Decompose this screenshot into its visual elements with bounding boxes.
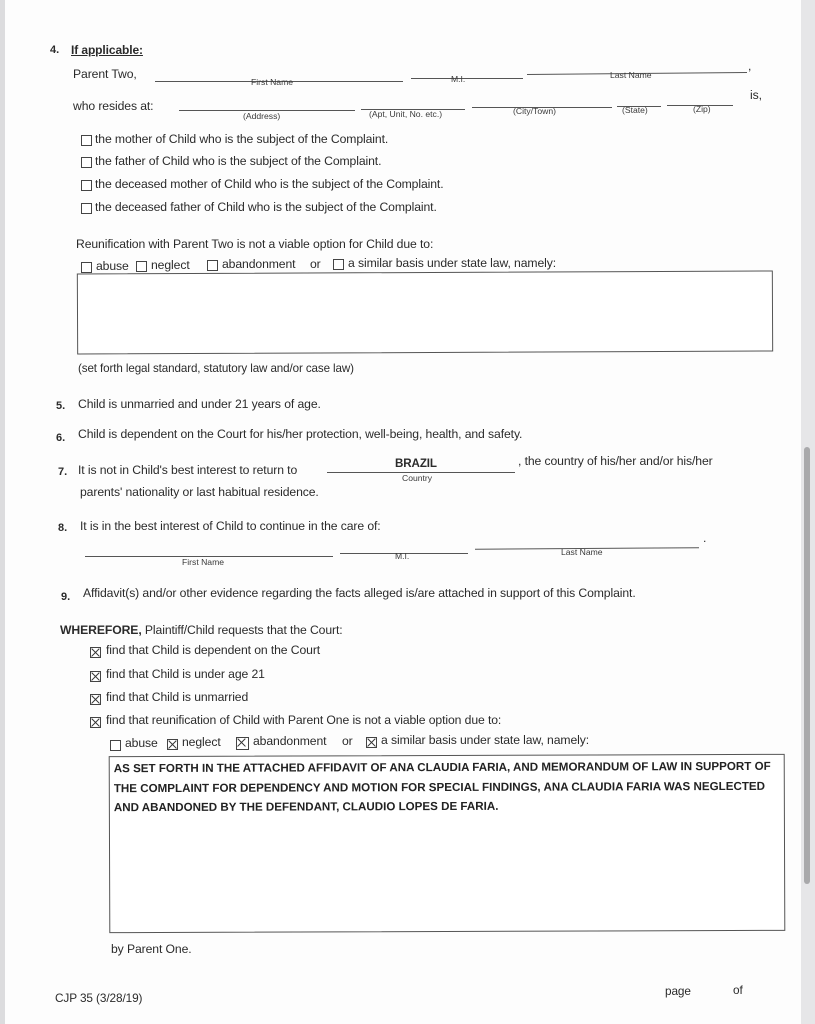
abuse-label: abuse (96, 259, 129, 273)
parent-two-mi-field[interactable] (411, 78, 523, 79)
section-8-number: 8. (58, 522, 68, 534)
wherefore-rest: Plaintiff/Child requests that the Court: (144, 623, 343, 637)
father-checkbox[interactable] (81, 157, 92, 168)
country-value: BRAZIL (395, 457, 437, 470)
section-9-number: 9. (61, 591, 71, 603)
wherefore-lead (60, 623, 343, 637)
care-first-name-caption: First Name (182, 557, 225, 567)
comma: , (748, 59, 752, 73)
grounds-text-box[interactable] (77, 270, 773, 354)
grounds-text (78, 271, 772, 278)
p1-abandonment-checkbox[interactable] (236, 737, 249, 750)
abandonment-label: abandonment (222, 257, 296, 271)
first-name-caption: First Name (251, 77, 294, 87)
abandonment-checkbox[interactable] (207, 260, 218, 271)
section-7-text-after: , the country of his/her and/or his/her (518, 454, 713, 468)
request-unmarried-checkbox[interactable] (90, 694, 101, 705)
state-caption: (State) (622, 105, 648, 115)
reunification-label: Reunification with Parent Two is not a viable option for Child due to: (76, 237, 434, 251)
section-5-text: Child is unmarried and under 21 years of age. (78, 397, 321, 411)
request-dependent-label: find that Child is dependent on the Court (106, 643, 321, 657)
by-parent-one: by Parent One. (111, 942, 192, 956)
resides-label: who resides at: (73, 99, 154, 113)
section-8-period: . (703, 531, 707, 545)
last-name-caption: Last Name (610, 70, 652, 80)
p1-grounds-text: AS SET FORTH IN THE ATTACHED AFFIDAVIT OF ANA CLAUDIA FARIA, AND MEMORANDUM OF LAW IN SUPPORT OF THE COMPLAINT FOR DEPENDENCY AND MOTION FOR SPECIAL FINDINGS, ANA CLAUDIA FARIA WAS NEGLECTED AND ABANDONED BY THE DEFENDANT, CLAUDIO LOPES DE FARIA. (113, 759, 771, 815)
p1-similar-basis-checkbox[interactable] (366, 737, 377, 748)
abuse-checkbox[interactable] (81, 262, 92, 273)
form-id: CJP 35 (3/28/19) (55, 991, 143, 1005)
care-last-name-caption: Last Name (561, 547, 603, 557)
section-7-text-before: It is not in Child's best interest to return to (78, 463, 298, 477)
p1-neglect-checkbox[interactable] (167, 739, 178, 750)
p1-abandonment-label: abandonment (253, 734, 327, 748)
is-label: is, (750, 88, 762, 102)
mi-caption: M.I. (451, 74, 466, 84)
p1-or-label: or (342, 734, 353, 748)
country-caption: Country (402, 473, 433, 483)
section-4-number: 4. (50, 44, 60, 56)
of-label: of (733, 983, 743, 997)
mother-option-label: the mother of Child who is the subject of the Complaint. (95, 132, 389, 146)
legal-standard-note: (set forth legal standard, statutory law and/or case law) (78, 362, 354, 375)
section-5-number: 5. (56, 400, 66, 412)
apt-caption: (Apt, Unit, No. etc.) (369, 109, 443, 119)
address-caption: (Address) (243, 111, 281, 121)
section-9-text: Affidavit(s) and/or other evidence regarding the facts alleged is/are attached in support of this Complaint. (83, 586, 636, 600)
p1-abuse-checkbox[interactable] (110, 740, 121, 751)
neglect-checkbox[interactable] (136, 261, 147, 272)
request-unmarried-label: find that Child is unmarried (106, 690, 249, 704)
section-6-text: Child is dependent on the Court for his/her protection, well-being, health, and safety. (78, 427, 523, 441)
request-dependent-checkbox[interactable] (90, 647, 101, 658)
p1-abuse-label: abuse (125, 736, 158, 750)
section-7-number: 7. (58, 466, 68, 478)
parent-two-label: Parent Two, (73, 67, 137, 81)
deceased-father-checkbox[interactable] (81, 203, 92, 214)
neglect-label: neglect (151, 258, 190, 272)
father-option-label: the father of Child who is the subject of the Complaint. (95, 154, 382, 168)
zip-caption: (Zip) (693, 104, 711, 114)
similar-basis-checkbox[interactable] (333, 259, 344, 270)
section-7-text-line2: parents' nationality or last habitual residence. (80, 485, 319, 499)
request-reunification-checkbox[interactable] (90, 717, 101, 728)
scrollbar-thumb[interactable] (804, 447, 810, 884)
deceased-father-option-label: the deceased father of Child who is the subject of the Complaint. (95, 200, 437, 214)
care-mi-caption: M.I. (395, 551, 410, 561)
mother-checkbox[interactable] (81, 135, 92, 146)
or-label: or (310, 257, 321, 271)
deceased-mother-checkbox[interactable] (81, 180, 92, 191)
similar-basis-label: a similar basis under state law, namely: (348, 256, 557, 270)
page-label: page (665, 984, 691, 998)
city-caption: (City/Town) (513, 106, 556, 116)
deceased-mother-option-label: the deceased mother of Child who is the subject of the Complaint. (95, 177, 444, 191)
request-under-21-label: find that Child is under age 21 (106, 667, 265, 681)
section-8-text: It is in the best interest of Child to continue in the care of: (80, 519, 381, 533)
wherefore-bold: WHEREFORE, (60, 623, 142, 637)
request-reunification-label: find that reunification of Child with Parent One is not a viable option due to: (106, 713, 502, 727)
request-under-21-checkbox[interactable] (90, 671, 101, 682)
section-4-heading: If applicable: (71, 43, 143, 57)
document-page (5, 0, 809, 1024)
p1-similar-basis-label: a similar basis under state law, namely: (381, 733, 590, 747)
p1-neglect-label: neglect (182, 735, 221, 749)
p1-grounds-text-box[interactable] (109, 754, 786, 933)
section-6-number: 6. (56, 432, 66, 444)
